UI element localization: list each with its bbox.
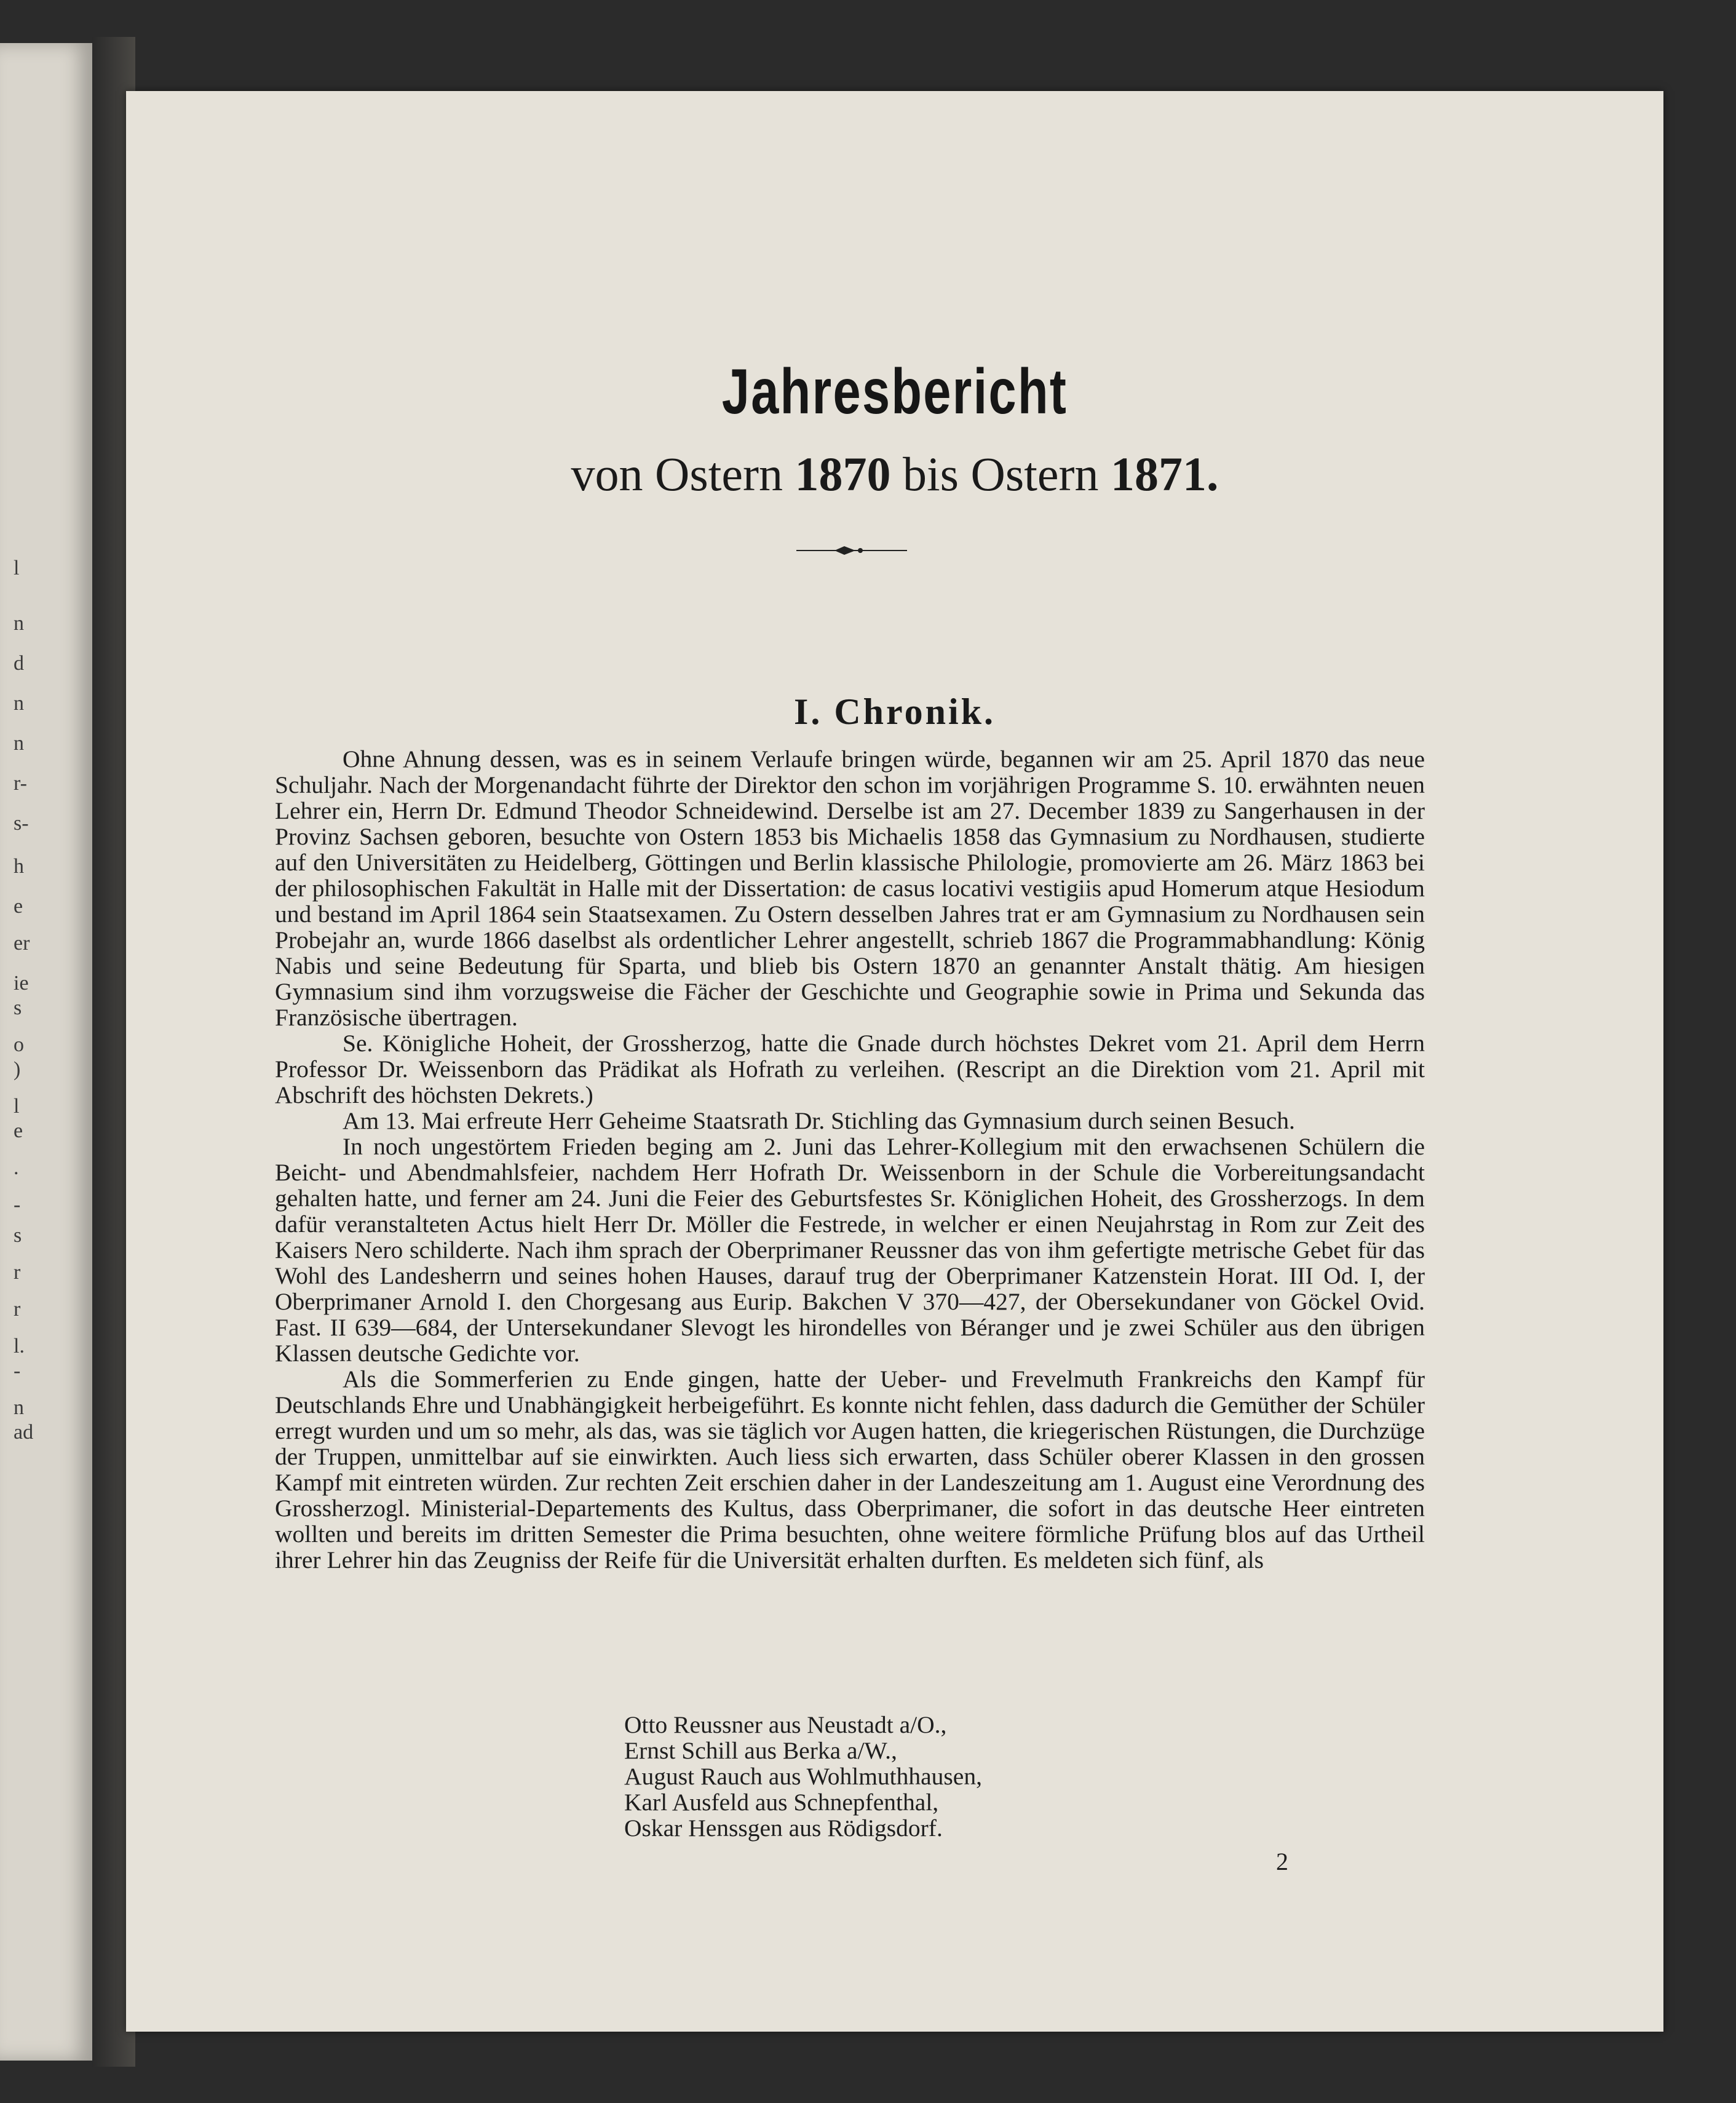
document-page bbox=[126, 91, 1663, 2032]
year-start: 1870 bbox=[795, 447, 891, 501]
paragraph: Se. Königliche Hoheit, der Grossherzog, hatte die Gnade durch höchstes Dekret vom 21. April dem Herrn Professor Dr. Weissenborn das Prädikat als Hofrath zu verleihen. (Rescript an die Direktion vom 21. April mit Abschrift des höchsten Dekrets.) bbox=[275, 1030, 1425, 1108]
page-subtitle bbox=[126, 447, 1663, 502]
facing-page-text-fragment: o bbox=[14, 1033, 24, 1056]
facing-page-text-fragment: h bbox=[14, 855, 24, 878]
facing-page-text-fragment: n bbox=[14, 1396, 24, 1419]
paragraph: Am 13. Mai erfreute Herr Geheime Staatsrath Dr. Stichling das Gymnasium durch seinen Besuch. bbox=[343, 1107, 1295, 1134]
paragraph: Ohne Ahnung dessen, was es in seinem Verlaufe bringen würde, begannen wir am 25. April 1870 das neue Schuljahr. Nach der Morgenandacht führte der Direktor den schon im vorjährigen Programme S. 10. erwähnten neuen Lehrer ein, Herrn Dr. Edmund Theodor Schneidewind. Derselbe ist am 27. December 1839 zu Sangerhausen in der Provinz Sachsen geboren, besuchte von Ostern 1853 bis Michaelis 1858 das Gymnasium zu Nordhausen, studierte auf den Universitäten zu Heidelberg, Göttingen und Berlin klassische Philologie, promovierte am 26. März 1863 bei der philosophischen Fakultät in Halle mit der Dissertation: de casus locativi vestigiis apud Homerum atque Hesiodum und bestand im April 1864 sein Staatsexamen. Zu Ostern desselben Jahres trat er am Gymnasium zu Nordhausen sein Probejahr an, wurde 1866 daselbst als ordentlicher Lehrer angestellt, schrieb 1867 die Programmabhandlung: König Nabis und seine Bedeutung für Sparta, und blieb bis Ostern 1870 an genannter Anstalt thätig. Am hiesigen Gymnasium sind ihm vorzugsweise die Fächer der Geschichte und Geographie sowie in Prima und Sekunda das Französische übertragen. bbox=[275, 745, 1425, 1031]
facing-page-text-fragment: d bbox=[14, 652, 24, 675]
facing-page-text-fragment: n bbox=[14, 612, 24, 635]
divider-ornament bbox=[796, 543, 907, 558]
paragraph: In noch ungestörtem Frieden beging am 2. Juni das Lehrer-Kollegium mit den erwachsenen Schülern die Beicht- und Abendmahlsfeier, nachdem Herr Hofrath Dr. Weissenborn in der Schule die Vorbereitungsandacht gehalten hatte, und ferner am 24. Juni die Feier des Geburtsfestes Sr. Königlichen Hoheit, des Grossherzogs. In dem dafür veranstalteten Actus hielt Herr Dr. Möller die Festrede, in welcher er einen Neujahrstag in Rom zur Zeit des Kaisers Nero schilderte. Nach ihm sprach der Oberprimaner Reussner das von ihm gefertigte metrische Gebet für das Wohl des Landesherrn und seines hohen Hauses, darauf trug der Oberprimaner Katzenstein Horat. III Od. I, der Oberprimaner Arnold I. den Chorgesang aus Eurip. Bakchen V 370—427, der Obersekundaner von Göckel Ovid. Fast. II 639—684, der Untersekundaner Slevogt les hirondelles von Béranger und je zwei Schüler aus den übrigen Klassen deutsche Gedichte vor. bbox=[275, 1133, 1425, 1367]
facing-page-text-fragment: r bbox=[14, 1298, 21, 1321]
year-end: 1871. bbox=[1110, 447, 1219, 501]
subtitle-middle: bis Ostern bbox=[902, 447, 1099, 501]
facing-page-text-fragment: n bbox=[14, 732, 24, 755]
page-title: Jahresbericht bbox=[721, 356, 1068, 427]
list-item: August Rauch aus Wohlmuthhausen, bbox=[624, 1763, 982, 1790]
list-item: Oskar Henssgen aus Rödigsdorf. bbox=[624, 1815, 943, 1842]
facing-page-text-fragment: . bbox=[14, 1156, 19, 1179]
facing-page-text-fragment: r bbox=[14, 1261, 21, 1284]
facing-page-text-fragment: - bbox=[14, 1359, 21, 1382]
facing-page-text-fragment: ) bbox=[14, 1058, 21, 1081]
list-item: Otto Reussner aus Neustadt a/O., bbox=[624, 1711, 947, 1738]
facing-page-text-fragment: - bbox=[14, 1193, 21, 1216]
section-heading: I. Chronik. bbox=[793, 691, 996, 732]
list-item: Ernst Schill aus Berka a/W., bbox=[624, 1737, 897, 1764]
paragraph: Als die Sommerferien zu Ende gingen, hatte der Ueber- und Frevelmuth Frankreichs den Kampf für Deutschlands Ehre und Unabhängigkeit herbeigeführt. Es konnte nicht fehlen, dass dadurch die Gemüther der Schüler erregt wurden und um so mehr, als das, was sie täglich vor Augen hatten, die kriegerischen Rüstungen, die Durchzüge der Truppen, unmittelbar auf sie einwirkten. Auch liess sich erwarten, dass Schüler oberer Klassen in den grossen Kampf mit eintreten würden. Zur rechten Zeit erschien daher in der Landeszeitung am 1. August eine Verordnung des Grossherzogl. Ministerial-Departements des Kultus, dass Oberprimaner, die sofort in das deutsche Heer eintreten wollten und bereits im dritten Semester die Prima besuchten, ohne weitere förmliche Prüfung blos auf das Urtheil ihrer Lehrer hin das Zeugniss der Reife für die Universität erhalten durften. Es meldeten sich fünf, als bbox=[275, 1366, 1425, 1573]
facing-page-text-fragment: r- bbox=[14, 772, 27, 795]
facing-page-text-fragment: l. bbox=[14, 1335, 25, 1358]
facing-page-text-fragment: s bbox=[14, 1224, 22, 1247]
facing-page-edge bbox=[0, 43, 92, 2061]
facing-page-text-fragment: n bbox=[14, 692, 24, 715]
facing-page-text-fragment: e bbox=[14, 895, 23, 918]
student-list bbox=[624, 1712, 982, 1841]
facing-page-text-fragment: l bbox=[14, 1095, 20, 1118]
body-text bbox=[275, 746, 1425, 1573]
facing-page-text-fragment: ad bbox=[14, 1421, 34, 1444]
facing-page-text-fragment: er bbox=[14, 932, 30, 955]
facing-page-text-fragment: l bbox=[14, 557, 20, 579]
facing-page-text-fragment: s bbox=[14, 996, 22, 1019]
facing-page-text-fragment: ie bbox=[14, 972, 29, 995]
facing-page-text-fragment: s- bbox=[14, 812, 29, 835]
subtitle-prefix: von Ostern bbox=[571, 447, 783, 501]
page-number: 2 bbox=[1276, 1848, 1288, 1875]
list-item: Karl Ausfeld aus Schnepfenthal, bbox=[624, 1789, 939, 1816]
facing-page-text-fragment: e bbox=[14, 1119, 23, 1142]
